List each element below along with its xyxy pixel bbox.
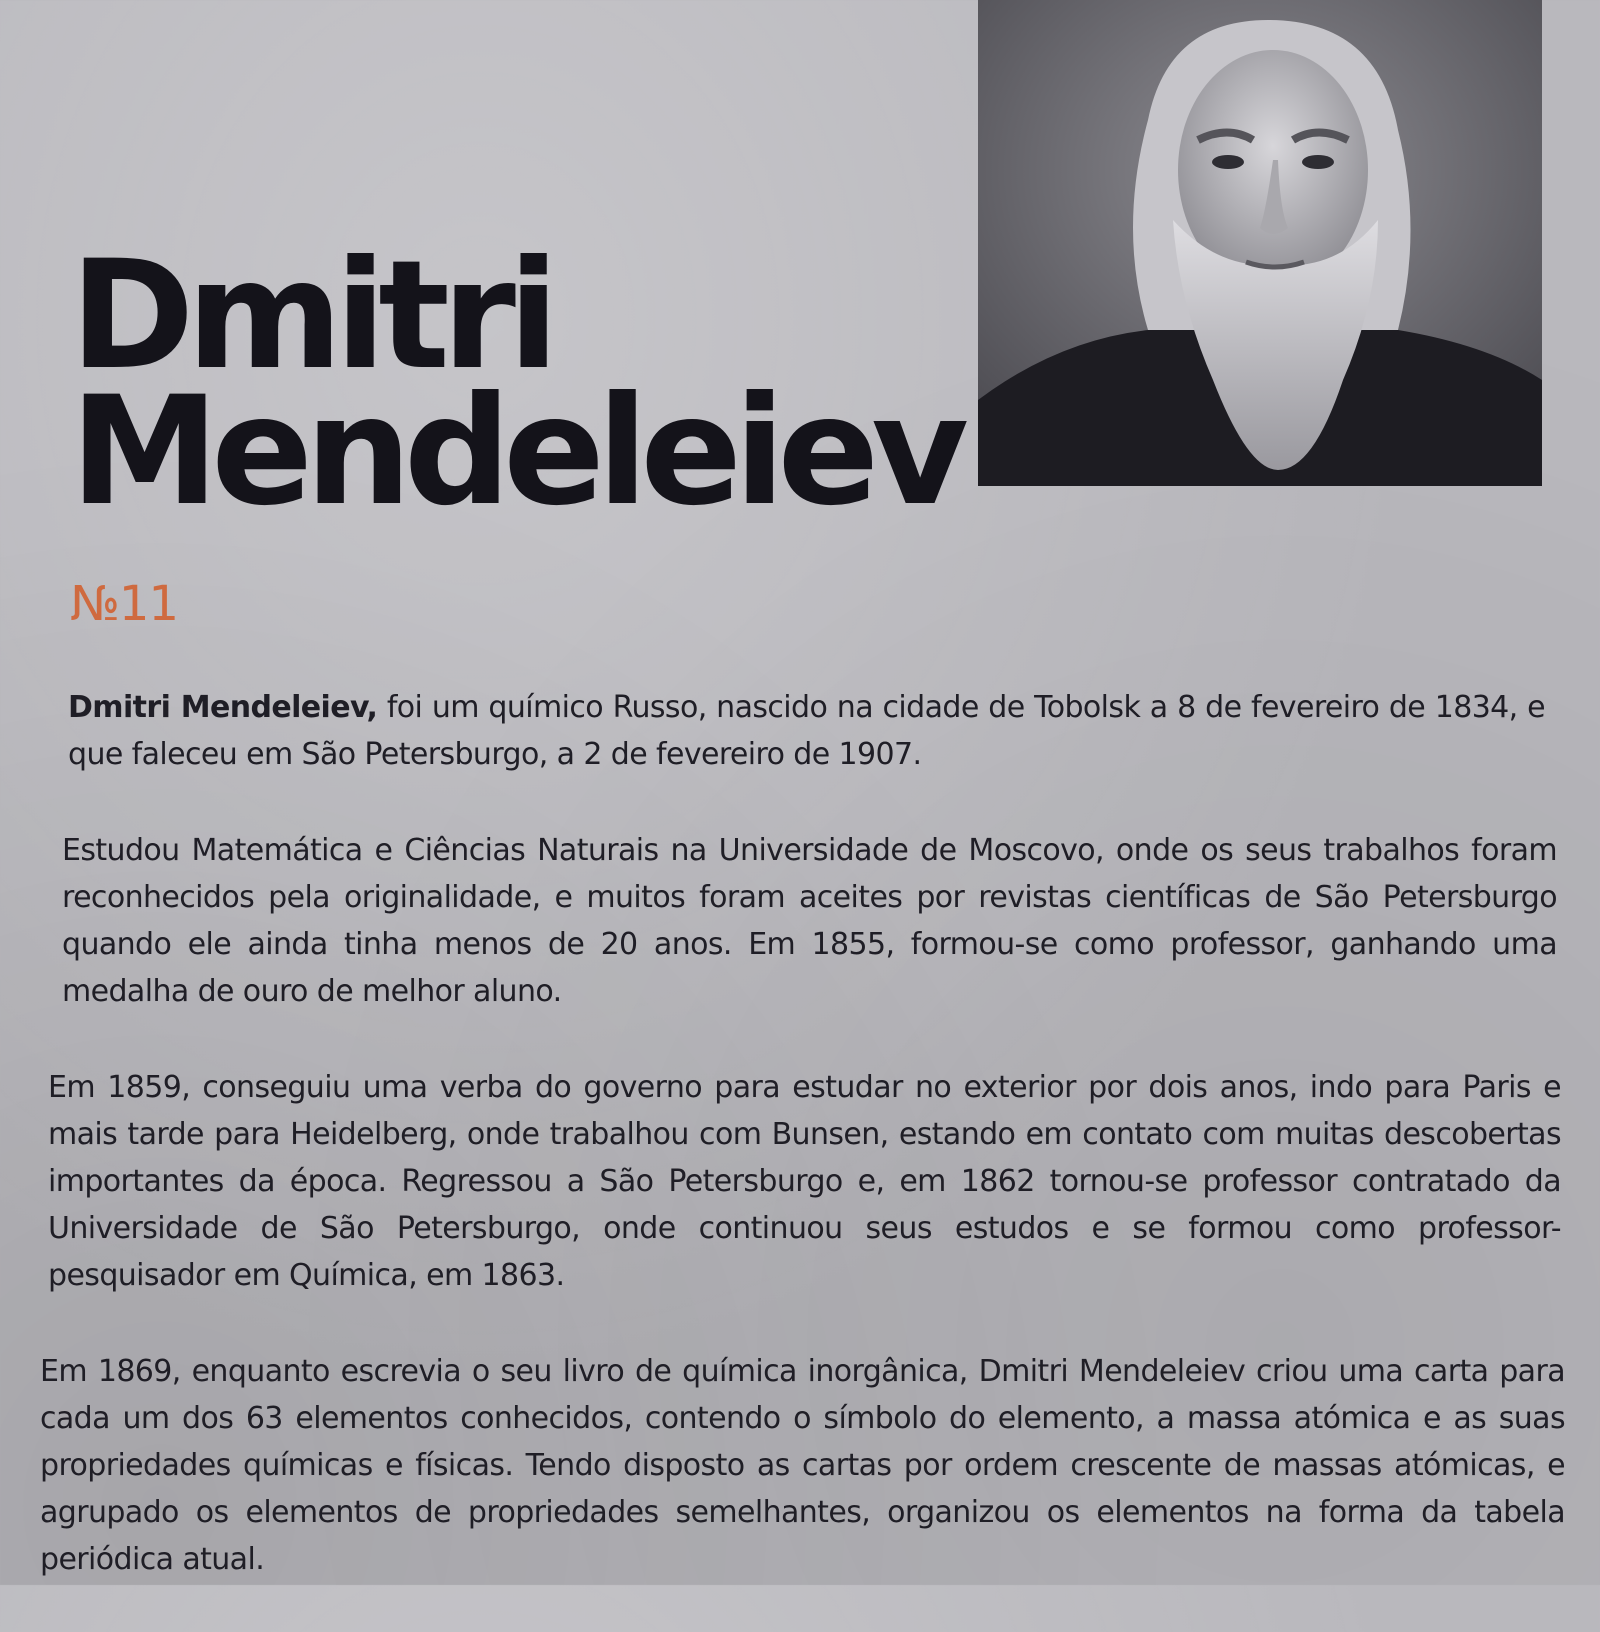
issue-number: №11 (70, 576, 178, 632)
article-body (40, 684, 1565, 1632)
title-first-name: Dmitri (70, 229, 552, 403)
page-title (70, 229, 961, 539)
paragraph-1-lead: Dmitri Mendeleiev, (68, 690, 378, 725)
paragraph-2: Estudou Matemática e Ciências Naturais na Universidade de Moscovo, onde os seus trabalhos foram reconhecidos pela originalidade, e muitos foram aceites por revistas científicas de São Petersburgo quando ele ainda tinha menos de 20 anos. Em 1855, formou-se como professor, ganhando uma medalha de ouro de melhor aluno. (62, 833, 1557, 1009)
title-last-name: Mendeleiev (70, 365, 961, 539)
portrait-illustration (978, 0, 1542, 486)
paragraph-4: Em 1869, enquanto escrevia o seu livro de química inorgânica, Dmitri Mendeleiev criou uma carta para cada um dos 63 elementos conhecidos, contendo o símbolo do elemento, a massa atómica e as suas propriedades químicas e físicas. Tendo disposto as cartas por ordem crescente de massas atómicas, e agrupado os elementos de propriedades semelhantes, organizou os elementos na forma da tabela periódica atual. (40, 1354, 1565, 1577)
paragraph-1-text: foi um químico Russo, nascido na cidade de Tobolsk a 8 de fevereiro de 1834, e que faleceu em São Petersburgo, a 2 de fevereiro de 1907. (68, 690, 1546, 772)
paragraph-3: Em 1859, conseguiu uma verba do governo para estudar no exterior por dois anos, indo para Paris e mais tarde para Heidelberg, onde trabalhou com Bunsen, estando em contato com muitas descobertas importantes da época. Regressou a São Petersburgo e, em 1862 tornou-se professor contratado da Universidade de São Petersburgo, onde continuou seus estudos e se formou como professor-pesquisador em Química, em 1863. (48, 1070, 1561, 1293)
paragraph-1 (40, 684, 1565, 778)
portrait-photo (978, 0, 1542, 486)
